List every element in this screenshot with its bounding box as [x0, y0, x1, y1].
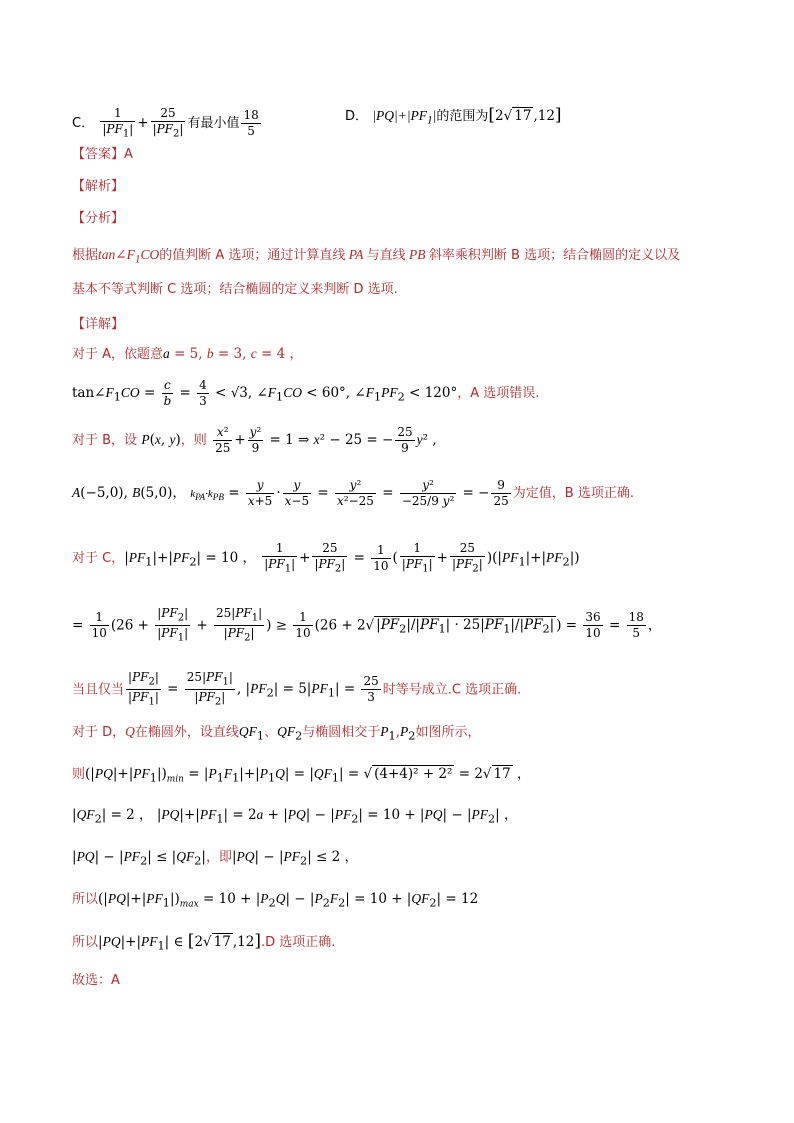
final-answer: 故选：A	[72, 973, 120, 988]
detail-d-intro: 对于 D，Q在椭圆外，设直线$QF_1$、$QF_2$与椭圆相交于$P_1,P_2$如图所示，	[72, 724, 481, 743]
detail-b-calc: A(−5,0), B(5,0)， $k_{PA}\cdot k_{PB}$ = $\frac{y}{x+5}$ · $\frac{y}{x-5}$ = $\frac{\text{y²}}{\text{x²−25}}$ = $\frac{\text{y²}}{\text{−25/9 y²}}$ = − $\frac{9}{25}$ 为定值，B 选项正确.	[72, 478, 634, 508]
detail-b-intro: 对于 B，设 P(x, y)，则 $\frac{\text{x²}}{25}$ + $\frac{\text{y²}}{9}$ = 1 ⇒ x² − 25 = − $\frac{25}{9}$ y² ,	[72, 425, 437, 455]
fenxi-line-1: 根据$\tan\angle F_1CO$的值判断 A 选项；通过计算直线 PA 与直线 PB 斜率乘积判断 B 选项；结合椭圆的定义以及	[72, 247, 681, 266]
option-c-label: C．	[72, 116, 95, 132]
option-d-text: 的范围为	[436, 109, 489, 124]
detail-d-ineq: $|PQ| - |PF_2| \le |QF_2|$，即$|PQ| - |PF_2| \le 2$ ，	[72, 849, 359, 868]
detail-d-min: 则$(|PQ|+|PF_1|)_{min} = |P_1F_1|+|P_1Q| = |QF_1|$ = √ (4+4)² + 2² = 2√ 17 ，	[72, 766, 531, 785]
detail-d-max: 所以$(|PQ|+|PF_1|)_{max} = 10 + |P_2Q| - |P_2F_2| = 10 + |QF_2| = 12$	[72, 891, 479, 910]
option-d-line: D． $|PQ|+|PF_1|$的范围为[2√ 17 ,12]	[345, 105, 562, 127]
answer-line: 【答案】A	[72, 147, 133, 162]
detail-d-range: 所以$|PQ|+|PF_1|$ ∈ [2√ 17 ,12].D 选项正确.	[72, 931, 336, 953]
detail-c-intro: 对于 C，$|PF_1|+|PF_2| = 10$ ， $\frac{1}{|PF_1|}$ + $\frac{25}{|PF_2|}$ = $\frac{1}{10}$ ( $\frac{1}{|PF_1|}$ + $\frac{25}{|PF_2|}$ )$(|PF_1|+|PF_2|)$	[72, 541, 580, 575]
option-c-line: C． $\frac{1}{|PF_1|}$ + $\frac{25}{|PF_2|}$ 有最小值 $\frac{18}{5}$	[72, 106, 259, 140]
analysis-header: 【解析】	[72, 179, 125, 194]
fenxi-line-2: 基本不等式判断 C 选项；结合椭圆的定义来判断 D 选项.	[72, 282, 398, 297]
option-c-text: 有最小值	[187, 116, 240, 132]
detail-c-equality: 当且仅当 $\frac{|PF_2|}{|PF_1|}$ = $\frac{25|PF_1|}{|PF_2|}$ , $|PF_2| = 5|PF_1|$ = $\frac{25}{3}$ 时等号成立.C 选项正确.	[72, 670, 522, 708]
option-d-label: D．	[345, 109, 369, 124]
fenxi-header: 【分析】	[72, 211, 125, 226]
detail-a-calc: $\tan\angle F_1CO$ = $\frac{c}{b}$ = $\frac{4}{3}$ < √3, $\angle F_1CO < 60^\circ$, $\angle F_1PF_2 < 120^\circ$，A 选项错误.	[72, 378, 540, 408]
detail-a-intro: 对于 A，依题意a = 5, b = 3, c = 4 ，	[72, 346, 303, 362]
detail-header: 【详解】	[72, 317, 125, 332]
detail-c-ineq: = $\frac{1}{10}$ (26 + $\frac{|PF_2|}{|PF_1|}$ + $\frac{25|PF_1|}{|PF_2|}$ ) ≥ $\frac{1}{10}$ (26 + 2√ $|PF_2|/|PF_1| \cdot 25|PF_1|/|PF_2|$ ) = $\frac{36}{10}$ = $\frac{18}{5}$ ，	[72, 606, 662, 644]
detail-d-qf2: $|QF_2| = 2$ ， $|PQ|+|PF_1| = 2a + |PQ| - |PF_2| = 10 + |PQ| - |PF_2|$ ，	[72, 807, 518, 826]
